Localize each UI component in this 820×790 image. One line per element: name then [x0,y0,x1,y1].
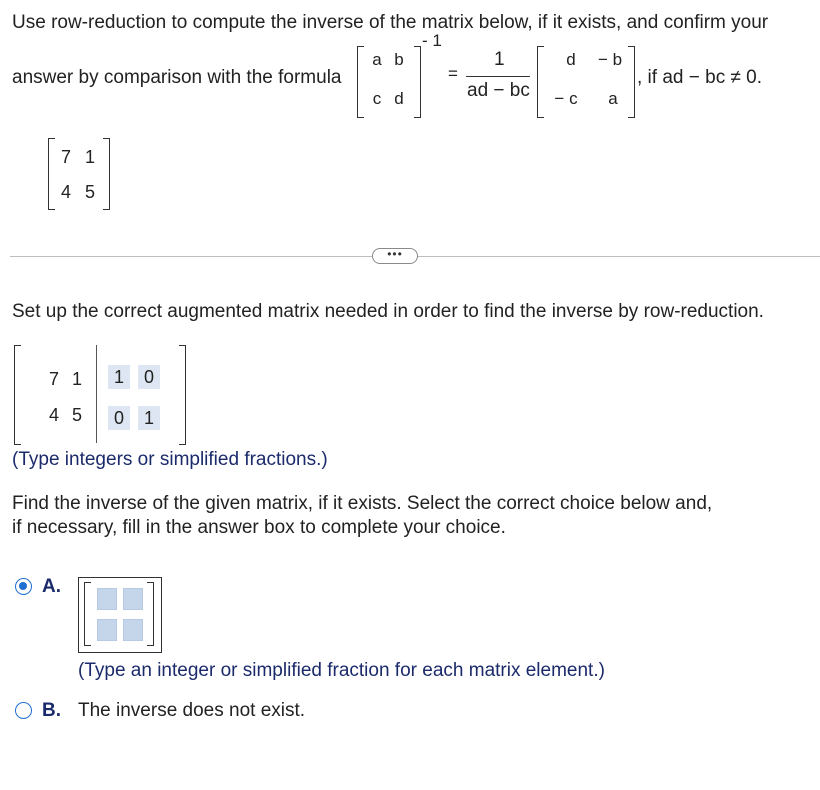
formula-exponent: - 1 [422,31,442,50]
step2-prompt-line-2: if necessary, fill in the answer box to complete your choice. [12,517,506,538]
formula-inverse-matrix [537,46,635,118]
formula-cell: − c [554,89,578,108]
given-matrix [48,138,110,210]
augment-separator [96,345,97,443]
bracket-right [103,138,110,210]
bracket-left [14,345,21,445]
aug-left-cell: 5 [71,405,82,425]
question-line-2: answer by comparison with the formula [12,67,342,88]
matrix-cell: 5 [84,182,95,202]
choice-a-radio[interactable] [15,578,32,595]
bracket-left [357,46,364,118]
aug-right-entry[interactable]: 0 [108,406,130,430]
formula-cell: d [566,50,576,69]
aug-left-cell: 7 [48,369,59,389]
step1-prompt: Set up the correct augmented matrix needed in order to find the inverse by row-reduction. [12,301,764,322]
formula-numerator: 1 [494,49,505,70]
formula-denominator: ad − bc [467,80,530,101]
aug-right-entry[interactable]: 1 [138,406,160,430]
choice-a-hint: (Type an integer or simplified fraction for each matrix element.) [78,660,605,681]
formula-cell: a [372,50,382,69]
answer-entry-r2c1[interactable] [97,619,117,641]
formula-cell: a [608,89,618,108]
bracket-left [48,138,55,210]
choice-a-label[interactable]: A. [42,576,61,597]
answer-entry-r2c2[interactable] [123,619,143,641]
aug-left-cell: 1 [71,369,82,389]
bracket-right [179,345,186,445]
bracket-left [84,582,91,646]
bracket-right [414,46,421,118]
step2-prompt-line-1: Find the inverse of the given matrix, if it exists. Select the correct choice below and, [12,493,713,514]
choice-b-radio[interactable] [15,702,32,719]
fraction-bar [466,76,530,77]
matrix-cell: 7 [60,147,71,167]
formula-cell: − b [597,50,623,69]
choice-b-text[interactable]: The inverse does not exist. [78,700,306,721]
matrix-cell: 4 [60,182,71,202]
aug-right-entry[interactable]: 0 [138,365,160,389]
choice-b-label[interactable]: B. [42,700,61,721]
formula-cell: b [394,50,404,69]
matrix-cell: 1 [84,147,95,167]
formula-matrix [357,46,421,118]
aug-right-entry[interactable]: 1 [108,365,130,389]
formula-condition: , if ad − bc ≠ 0. [637,67,763,88]
formula-equals: = [448,64,458,83]
bracket-right [147,582,154,646]
augmented-matrix [14,345,186,445]
bracket-right [628,46,635,118]
aug-left-cell: 4 [48,405,59,425]
show-more-button[interactable]: ••• [372,248,418,264]
answer-entry-r1c2[interactable] [123,588,143,610]
answer-matrix [84,582,154,646]
question-line-1: Use row-reduction to compute the inverse of the matrix below, if it exists, and confirm your [12,12,769,33]
answer-entry-r1c1[interactable] [97,588,117,610]
bracket-left [537,46,544,118]
step1-hint: (Type integers or simplified fractions.) [12,449,328,470]
formula-cell: d [394,89,404,108]
formula-cell: c [372,89,382,108]
